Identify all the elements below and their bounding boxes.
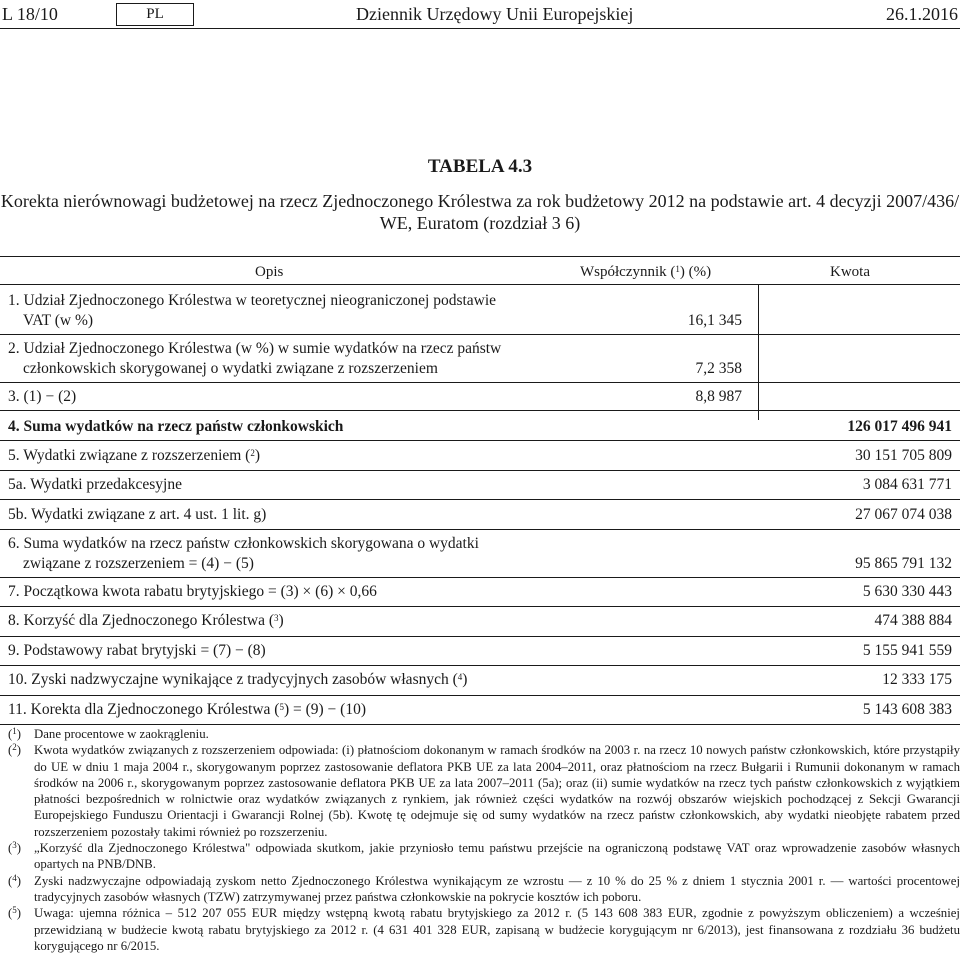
language-badge: PL [116,3,194,26]
footnote-text: „Korzyść dla Zjednoczonego Królestwa" odpowiada skutkom, jakie przyniosło temu państwu przejście na ograniczoną podstawę VAT oraz wprowadzenie zasobów własnych opartych na PNB/DNB. [34,841,960,872]
row-coefficient: 8,8 987 [695,388,742,405]
column-header-wspolczynnik [580,262,711,282]
row-description [8,670,568,690]
footnotes [0,726,960,954]
row-coefficient: 16,1 345 [687,312,742,329]
footnote-marker: ($^3$) [8,840,22,856]
row-amount: 474 388 884 [874,612,952,629]
wspolczynnik-unit: ) (%) [679,264,712,280]
row-amount: 12 333 175 [882,671,952,688]
row-description-line: 1. Udział Zjednoczonego Królestwa w teoretycznej nieograniczonej podstawie [8,292,497,309]
row-description-line: VAT (w %) [23,312,94,329]
table-title: TABELA 4.3 [427,156,533,177]
row-border [0,470,960,471]
row-amount: 3 084 631 771 [862,476,952,493]
row-description: 4. Suma wydatków na rzecz państw członkowskich [8,418,344,435]
wspolczynnik-label: Współczynnik ( [580,264,676,280]
footnote [0,840,960,873]
row-amount: 27 067 074 038 [855,506,952,523]
row-description [8,534,528,574]
column-header-kwota: Kwota [830,264,870,280]
footnote-ref: 5 [279,702,284,712]
footnote-marker: ($^2$) [8,742,22,758]
row-border [0,695,960,696]
row-description [8,611,528,631]
row-description: 7. Początkowa kwota rabatu brytyjskiego = (3) × (6) × 0,66 [8,583,377,600]
row-description [8,291,528,331]
row-amount: 95 865 791 132 [855,555,952,572]
page-reference: L 18/10 [2,4,58,24]
footnote-ref: 1 [675,264,680,274]
footnote-number: 5 [12,905,17,916]
row-description-text: 8. Korzyść dla Zjednoczonego Królestwa ( [8,612,274,629]
row-border [0,529,960,530]
row-description-line: związane z rozszerzeniem = (4) − (5) [23,555,254,572]
row-description: 5b. Wydatki związane z art. 4 ust. 1 lit. g) [8,506,267,523]
footnote-ref: 3 [274,613,279,623]
footnote-ref: 2 [250,448,255,458]
row-amount: 5 143 608 383 [862,701,952,718]
row-description: 5a. Wydatki przedakcesyjne [8,476,182,493]
footnote [0,726,960,742]
table-top-border [0,256,960,257]
row-amount: 5 630 330 443 [862,583,952,600]
footnote-number: 1 [12,726,17,736]
row-description [8,446,528,466]
row-description: 3. (1) − (2) [8,388,77,405]
header-bottom-border [0,284,960,285]
journal-name: Dziennik Urzędowy Unii Europejskiej [356,4,634,24]
column-divider-kwota [758,284,759,420]
row-description-text: 11. Korekta dla Zjednoczonego Królestwa ( [8,701,280,718]
footnote-number: 3 [12,840,17,851]
footnote-number: 4 [12,872,17,883]
row-description-tail: ) [462,671,468,688]
row-border [0,499,960,500]
row-amount: 30 151 705 809 [855,447,952,464]
header-rule [0,28,960,29]
footnote [0,742,960,840]
row-border [0,636,960,637]
row-amount: 126 017 496 941 [847,418,952,435]
footnote-marker: ($^4$) [8,872,22,888]
footnote-text: Kwota wydatków związanych z rozszerzeniem odpowiada: (i) płatnościom dokonanym w ramach środków na 2003 r. na rzecz 10 nowych państw członkowskich, które przystąpiły do UE w dniu 1 maja 2004 r., skorygowanym poprzez zastosowanie deflatora PKB UE za lata 2004–2011, oraz płatnościom na rzecz Bułgarii i Rumunii dokonanym w ramach środków na 2006 r., skorygowanym poprzez zastosowanie deflatora PKB UE za lata 2007–2011 (5a); oraz (ii) sumie wydatków na rzecz tych państw członkowskich z wyjątkiem płatności bezpośrednich w rolnictwie oraz wydatków związanych z rynkiem, jak również części wydatków na rozwój obszarów wiejskich pochodzącej z Sekcji Gwarancji Europejskiego Funduszu Orientacji i Gwarancji Rolnej (5b). Kwotę tę odejmuje się od sumy wydatków na rzecz państw członkowskich, aby wydatki nieobjęte rabatem przed rozszerzeniem pozostały takimi również po rozszerzeniu. [34,743,960,839]
row-amount: 5 155 941 559 [862,642,952,659]
row-description-tail: ) [254,447,261,464]
footnote [0,905,960,954]
row-border [0,334,960,335]
footnote-number: 2 [12,742,17,753]
row-description-tail: ) = (9) − (10) [283,701,366,718]
footnote-text: Dane procentowe w zaokrągleniu. [34,727,209,741]
row-description-text: 10. Zyski nadzwyczajne wynikające z tradycyjnych zasobów własnych ( [8,671,458,688]
journal-header [0,0,960,28]
row-description [8,339,528,379]
row-border [0,382,960,383]
column-header-opis: Opis [255,264,284,280]
subtitle-line-1: Korekta nierównowagi budżetowej na rzecz Zjednoczonego Królestwa za rok budżetowy 2012 na podstawie art. 4 decyzji 2007/436/ [0,191,960,211]
subtitle-line-2: WE, Euratom (rozdział 3 6) [379,213,581,233]
footnote-marker: ($^5$) [8,905,22,921]
row-description-line: 6. Suma wydatków na rzecz państw członkowskich skorygowana o wydatki [8,535,479,552]
row-description-text: 5. Wydatki związane z rozszerzeniem ( [8,447,251,464]
row-description-tail: ) [278,612,284,629]
footnote-marker: ($^1$) [8,726,22,741]
publication-date: 26.1.2016 [886,4,958,24]
row-description-line: 2. Udział Zjednoczonego Królestwa (w %) w sumie wydatków na rzecz państw [8,340,502,357]
table-subtitle [0,190,960,234]
row-border [0,410,960,411]
row-border [0,606,960,607]
row-border [0,440,960,441]
footnote-text: Zyski nadzwyczajne odpowiadają zyskom netto Zjednoczonego Królestwa wynikającym ze wzrostu — z 10 % do 25 % z dniem 1 stycznia 2001 r. — wartości procentowej tradycyjnych zasobów własnych (TZW) zatrzymywanej przez państwa członkowskie na pokrycie kosztów ich poboru. [34,873,960,904]
table-bottom-border [0,724,960,725]
row-border [0,577,960,578]
footnote [0,873,960,906]
row-description: 9. Podstawowy rabat brytyjski = (7) − (8) [8,642,266,659]
footnote-ref: 4 [457,672,463,682]
row-description [8,700,528,720]
row-description-line: członkowskich skorygowanej o wydatki związane z rozszerzeniem [23,360,438,377]
row-border [0,665,960,666]
footnote-text: Uwaga: ujemna różnica – 512 207 055 EUR między wstępną kwotą rabatu brytyjskiego za 2012 r. (5 143 608 383 EUR, zgodnie z powyższym obliczeniem) a wcześniej przewidzianą w budżecie kwotą rabatu brytyjskiego za 2012 r. (4 631 401 328 EUR, zapisaną w budżecie korygującym nr 6/2013), jest finansowana z rozdziału 36 budżetu korygującego nr 6/2015. [34,906,960,953]
row-coefficient: 7,2 358 [695,360,742,377]
